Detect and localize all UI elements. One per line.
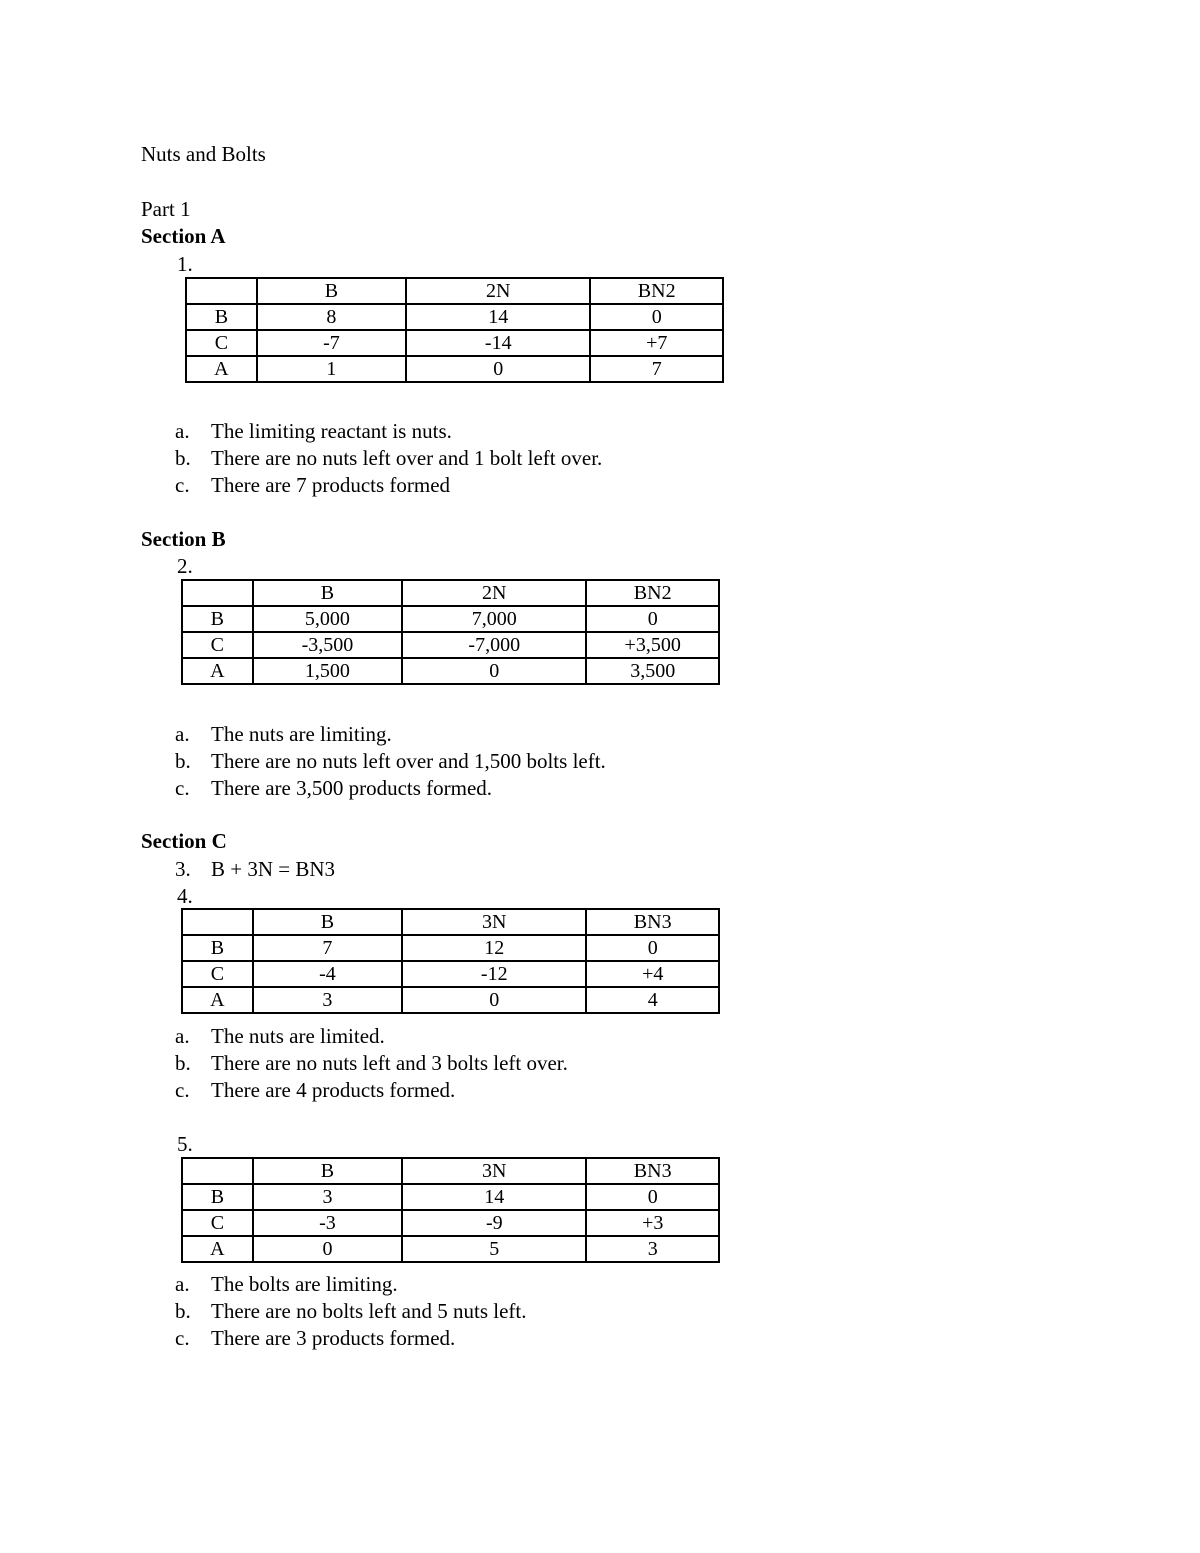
table-cell: +3,500 (586, 632, 719, 658)
table-cell: 1 (257, 356, 406, 382)
document-title: Nuts and Bolts (141, 142, 266, 166)
table-cell: BN3 (586, 909, 719, 935)
answer-text: There are 3 products formed. (211, 1326, 456, 1350)
table-cell: A (186, 356, 257, 382)
table-cell: 3 (253, 987, 402, 1013)
table-row (182, 658, 719, 684)
table-cell: B (186, 304, 257, 330)
table-cell: 5,000 (253, 606, 402, 632)
section-a-heading: Section A (141, 224, 226, 248)
table-row (182, 606, 719, 632)
table-cell: 1,500 (253, 658, 402, 684)
table-cell: 3,500 (586, 658, 719, 684)
table-cell: A (182, 1236, 253, 1262)
answer-item (175, 472, 450, 498)
table-cell: 3N (402, 1158, 586, 1184)
table-row (182, 632, 719, 658)
table-cell: 0 (590, 304, 723, 330)
answer-item (175, 1298, 526, 1324)
table-cell: 0 (406, 356, 590, 382)
answer-item (175, 748, 606, 774)
table-row (182, 1184, 719, 1210)
table-row (182, 961, 719, 987)
question-3 (175, 856, 335, 882)
question-3-number: 3. (175, 857, 191, 881)
answer-text: There are 4 products formed. (211, 1078, 456, 1102)
table-row (186, 304, 723, 330)
ice-table-2 (181, 579, 720, 685)
ice-table-4 (181, 908, 720, 1014)
answer-text: The nuts are limiting. (211, 722, 392, 746)
table-cell: 3 (253, 1184, 402, 1210)
answer-item (175, 1050, 568, 1076)
answer-marker: a. (175, 1272, 190, 1296)
table-cell: 2N (402, 580, 586, 606)
table-cell: 3N (402, 909, 586, 935)
table-cell (186, 278, 257, 304)
answer-text: There are no bolts left and 5 nuts left. (211, 1299, 527, 1323)
answer-text: There are no nuts left over and 1,500 bolts left. (211, 749, 606, 773)
table-cell: BN2 (586, 580, 719, 606)
table-cell: B (182, 935, 253, 961)
answer-marker: b. (175, 446, 191, 470)
table-cell: +4 (586, 961, 719, 987)
table-row (182, 1210, 719, 1236)
table-row (182, 1236, 719, 1262)
table-cell: C (182, 1210, 253, 1236)
table-cell (182, 909, 253, 935)
answer-item (175, 775, 492, 801)
table-cell: -7 (257, 330, 406, 356)
answer-marker: c. (175, 776, 190, 800)
table-cell: B (253, 909, 402, 935)
question-5-number: 5. (177, 1132, 193, 1156)
answer-item (175, 1077, 455, 1103)
table-cell: +7 (590, 330, 723, 356)
table-header-row (186, 278, 723, 304)
answer-marker: a. (175, 1024, 190, 1048)
table-cell: B (182, 606, 253, 632)
section-c-heading: Section C (141, 829, 227, 853)
section-b-heading: Section B (141, 527, 226, 551)
answer-marker: b. (175, 749, 191, 773)
table-header-row (182, 580, 719, 606)
table-cell: -7,000 (402, 632, 586, 658)
part-label: Part 1 (141, 197, 191, 221)
table-cell: 0 (586, 1184, 719, 1210)
table-row (182, 935, 719, 961)
table-cell: 7,000 (402, 606, 586, 632)
table-cell: 5 (402, 1236, 586, 1262)
answer-text: The limiting reactant is nuts. (211, 419, 452, 443)
table-cell: 3 (586, 1236, 719, 1262)
table-cell: BN2 (590, 278, 723, 304)
answer-item (175, 1023, 385, 1049)
table-cell: 14 (402, 1184, 586, 1210)
table-cell: B (182, 1184, 253, 1210)
answer-item (175, 721, 392, 747)
table-cell: -9 (402, 1210, 586, 1236)
answer-item (175, 445, 602, 471)
answer-marker: c. (175, 473, 190, 497)
answer-marker: b. (175, 1299, 191, 1323)
table-cell: B (253, 1158, 402, 1184)
table-cell: +3 (586, 1210, 719, 1236)
answer-text: The nuts are limited. (211, 1024, 385, 1048)
table-cell: 0 (586, 606, 719, 632)
table-cell: 2N (406, 278, 590, 304)
answer-item (175, 418, 452, 444)
table-cell: 12 (402, 935, 586, 961)
table-cell: 7 (590, 356, 723, 382)
table-cell: -12 (402, 961, 586, 987)
table-cell: BN3 (586, 1158, 719, 1184)
table-cell: 14 (406, 304, 590, 330)
answer-marker: c. (175, 1326, 190, 1350)
table-cell: C (182, 961, 253, 987)
table-header-row (182, 909, 719, 935)
answer-marker: c. (175, 1078, 190, 1102)
answer-text: The bolts are limiting. (211, 1272, 398, 1296)
table-cell: A (182, 658, 253, 684)
answer-text: There are 3,500 products formed. (211, 776, 493, 800)
table-cell: 0 (402, 987, 586, 1013)
table-cell: C (186, 330, 257, 356)
table-cell: -3,500 (253, 632, 402, 658)
table-cell: B (257, 278, 406, 304)
table-cell: -14 (406, 330, 590, 356)
answer-marker: a. (175, 419, 190, 443)
question-3-equation: B + 3N = BN3 (211, 857, 336, 881)
ice-table-5 (181, 1157, 720, 1263)
table-row (182, 987, 719, 1013)
ice-table-1 (185, 277, 724, 383)
table-row (186, 330, 723, 356)
table-cell: 4 (586, 987, 719, 1013)
answer-text: There are no nuts left over and 1 bolt left over. (211, 446, 603, 470)
answer-text: There are no nuts left and 3 bolts left over. (211, 1051, 568, 1075)
table-cell (182, 1158, 253, 1184)
question-4-number: 4. (177, 884, 193, 908)
table-header-row (182, 1158, 719, 1184)
table-cell: 0 (253, 1236, 402, 1262)
question-1-number: 1. (177, 252, 193, 276)
answer-item (175, 1325, 455, 1351)
table-row (186, 356, 723, 382)
answer-marker: b. (175, 1051, 191, 1075)
table-cell: 0 (402, 658, 586, 684)
answer-item (175, 1271, 398, 1297)
answer-text: There are 7 products formed (211, 473, 451, 497)
table-cell (182, 580, 253, 606)
table-cell: -4 (253, 961, 402, 987)
answer-marker: a. (175, 722, 190, 746)
table-cell: -3 (253, 1210, 402, 1236)
table-cell: C (182, 632, 253, 658)
table-cell: 8 (257, 304, 406, 330)
table-cell: B (253, 580, 402, 606)
table-cell: 0 (586, 935, 719, 961)
table-cell: A (182, 987, 253, 1013)
question-2-number: 2. (177, 554, 193, 578)
table-cell: 7 (253, 935, 402, 961)
